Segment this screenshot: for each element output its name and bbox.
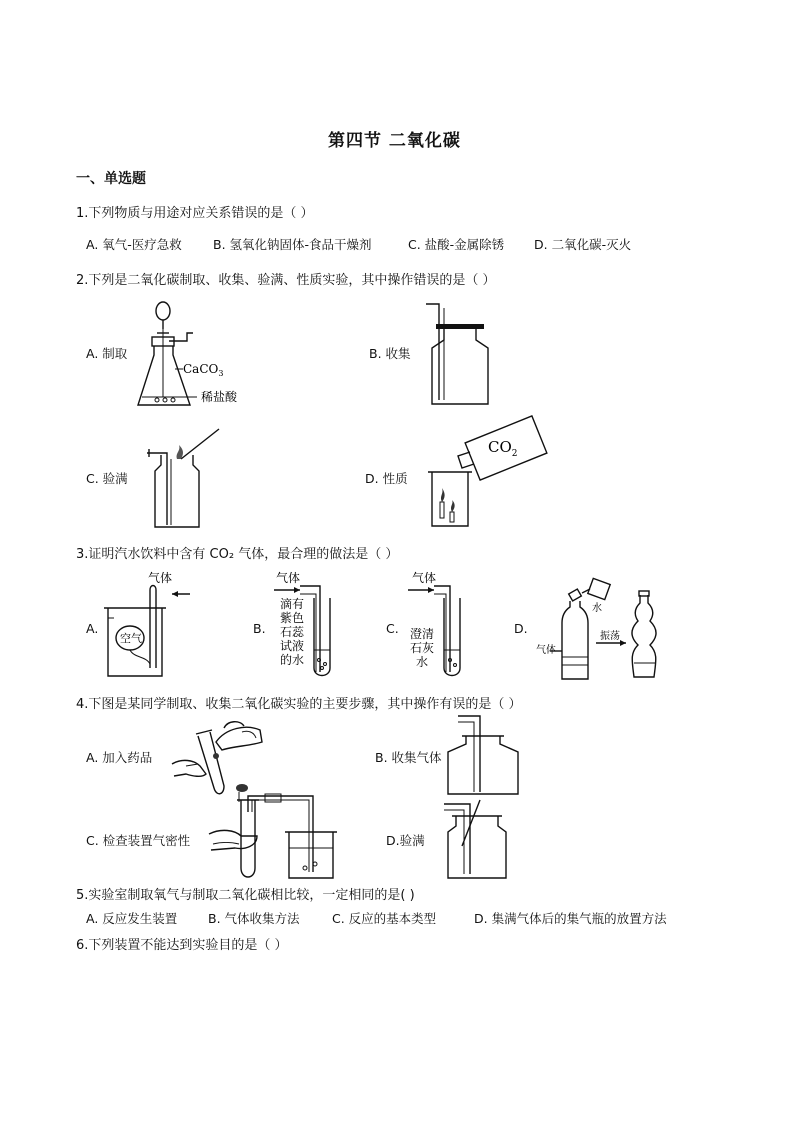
question-5-option-a[interactable]: A. 反应发生装置 <box>86 911 178 926</box>
airtight-check-figure <box>205 776 345 881</box>
question-2-option-c[interactable]: C. 验满 <box>86 471 128 486</box>
caco3-label: CaCO$_3$ <box>183 362 224 378</box>
question-5-stem: 5.实验室制取氧气与制取二氧化碳相比较，一定相同的是( ) <box>76 888 415 903</box>
acid-label: 稀盐酸 <box>201 390 238 404</box>
litmus-line-5: 的水 <box>280 653 305 667</box>
litmus-line-4: 试液 <box>280 639 305 653</box>
question-4-option-c[interactable]: C. 检查装置气密性 <box>86 833 191 848</box>
section-heading: 一、单选题 <box>76 171 146 187</box>
question-5-option-b[interactable]: B. 气体收集方法 <box>208 911 300 926</box>
question-1-option-c[interactable]: C. 盐酸-金属除锈 <box>408 237 505 252</box>
question-4-stem: 4.下图是某同学制取、收集二氧化碳实验的主要步骤，其中操作有误的是（ ） <box>76 697 522 712</box>
co2-label: $CO_2$ <box>488 438 518 459</box>
flask-apparatus-figure <box>135 293 285 413</box>
litmus-line-1: 滴有 <box>280 597 305 611</box>
co2-pour-figure <box>424 412 554 532</box>
page-title: 第四节 二氧化碳 <box>328 131 461 151</box>
question-3-option-c[interactable]: C. <box>386 621 399 636</box>
question-4-option-a[interactable]: A. 加入药品 <box>86 750 153 765</box>
question-2-stem: 2.下列是二氧化碳制取、收集、验满、性质实验，其中操作错误的是（ ） <box>76 273 496 288</box>
limewater-tube-figure <box>404 568 484 683</box>
question-4-option-b[interactable]: B. 收集气体 <box>375 750 442 765</box>
plastic-bottle-figure <box>530 565 670 685</box>
gas-label-d: 气体 <box>536 645 556 656</box>
check-full-figure-2 <box>440 796 530 881</box>
collection-bottle-figure <box>424 300 494 410</box>
water-label: 水 <box>592 603 602 614</box>
shake-label: 振荡 <box>600 631 620 642</box>
question-1-option-a[interactable]: A. 氧气-医疗急救 <box>86 237 182 252</box>
gas-label-b: 气体 <box>276 571 301 585</box>
question-1-option-d[interactable]: D. 二氧化碳-灭火 <box>534 237 632 252</box>
gas-label-a: 气体 <box>148 571 173 585</box>
question-1-stem: 1.下列物质与用途对应关系错误的是（ ） <box>76 206 314 221</box>
collect-gas-figure <box>440 712 530 797</box>
question-5-option-d[interactable]: D. 集满气体后的集气瓶的放置方法 <box>474 911 667 926</box>
question-5-option-c[interactable]: C. 反应的基本类型 <box>332 911 437 926</box>
check-full-figure <box>145 425 225 530</box>
question-3-option-b[interactable]: B. <box>253 621 266 636</box>
gas-label-c: 气体 <box>412 571 437 585</box>
question-3-stem: 3.证明汽水饮料中含有 CO₂ 气体，最合理的做法是（ ） <box>76 547 399 562</box>
litmus-line-3: 石蕊 <box>280 625 305 639</box>
question-2-option-d[interactable]: D. 性质 <box>365 471 408 486</box>
question-3-option-d[interactable]: D. <box>514 621 528 636</box>
limewater-line-1: 澄清 <box>410 627 435 641</box>
question-1-option-b[interactable]: B. 氢氧化钠固体-食品干燥剂 <box>213 237 372 252</box>
question-3-option-a[interactable]: A. <box>86 621 99 636</box>
limewater-line-2: 石灰 <box>410 641 435 655</box>
limewater-line-3: 水 <box>416 655 429 669</box>
beaker-balloon-figure <box>100 568 210 683</box>
litmus-line-2: 紫色 <box>280 611 305 625</box>
question-6-stem: 6.下列装置不能达到实验目的是（ ） <box>76 938 288 953</box>
question-2-option-a[interactable]: A. 制取 <box>86 346 128 361</box>
air-label: 空气 <box>120 632 142 645</box>
question-4-option-d[interactable]: D.验满 <box>386 833 425 848</box>
litmus-tube-figure <box>270 568 350 683</box>
question-2-option-b[interactable]: B. 收集 <box>369 346 411 361</box>
